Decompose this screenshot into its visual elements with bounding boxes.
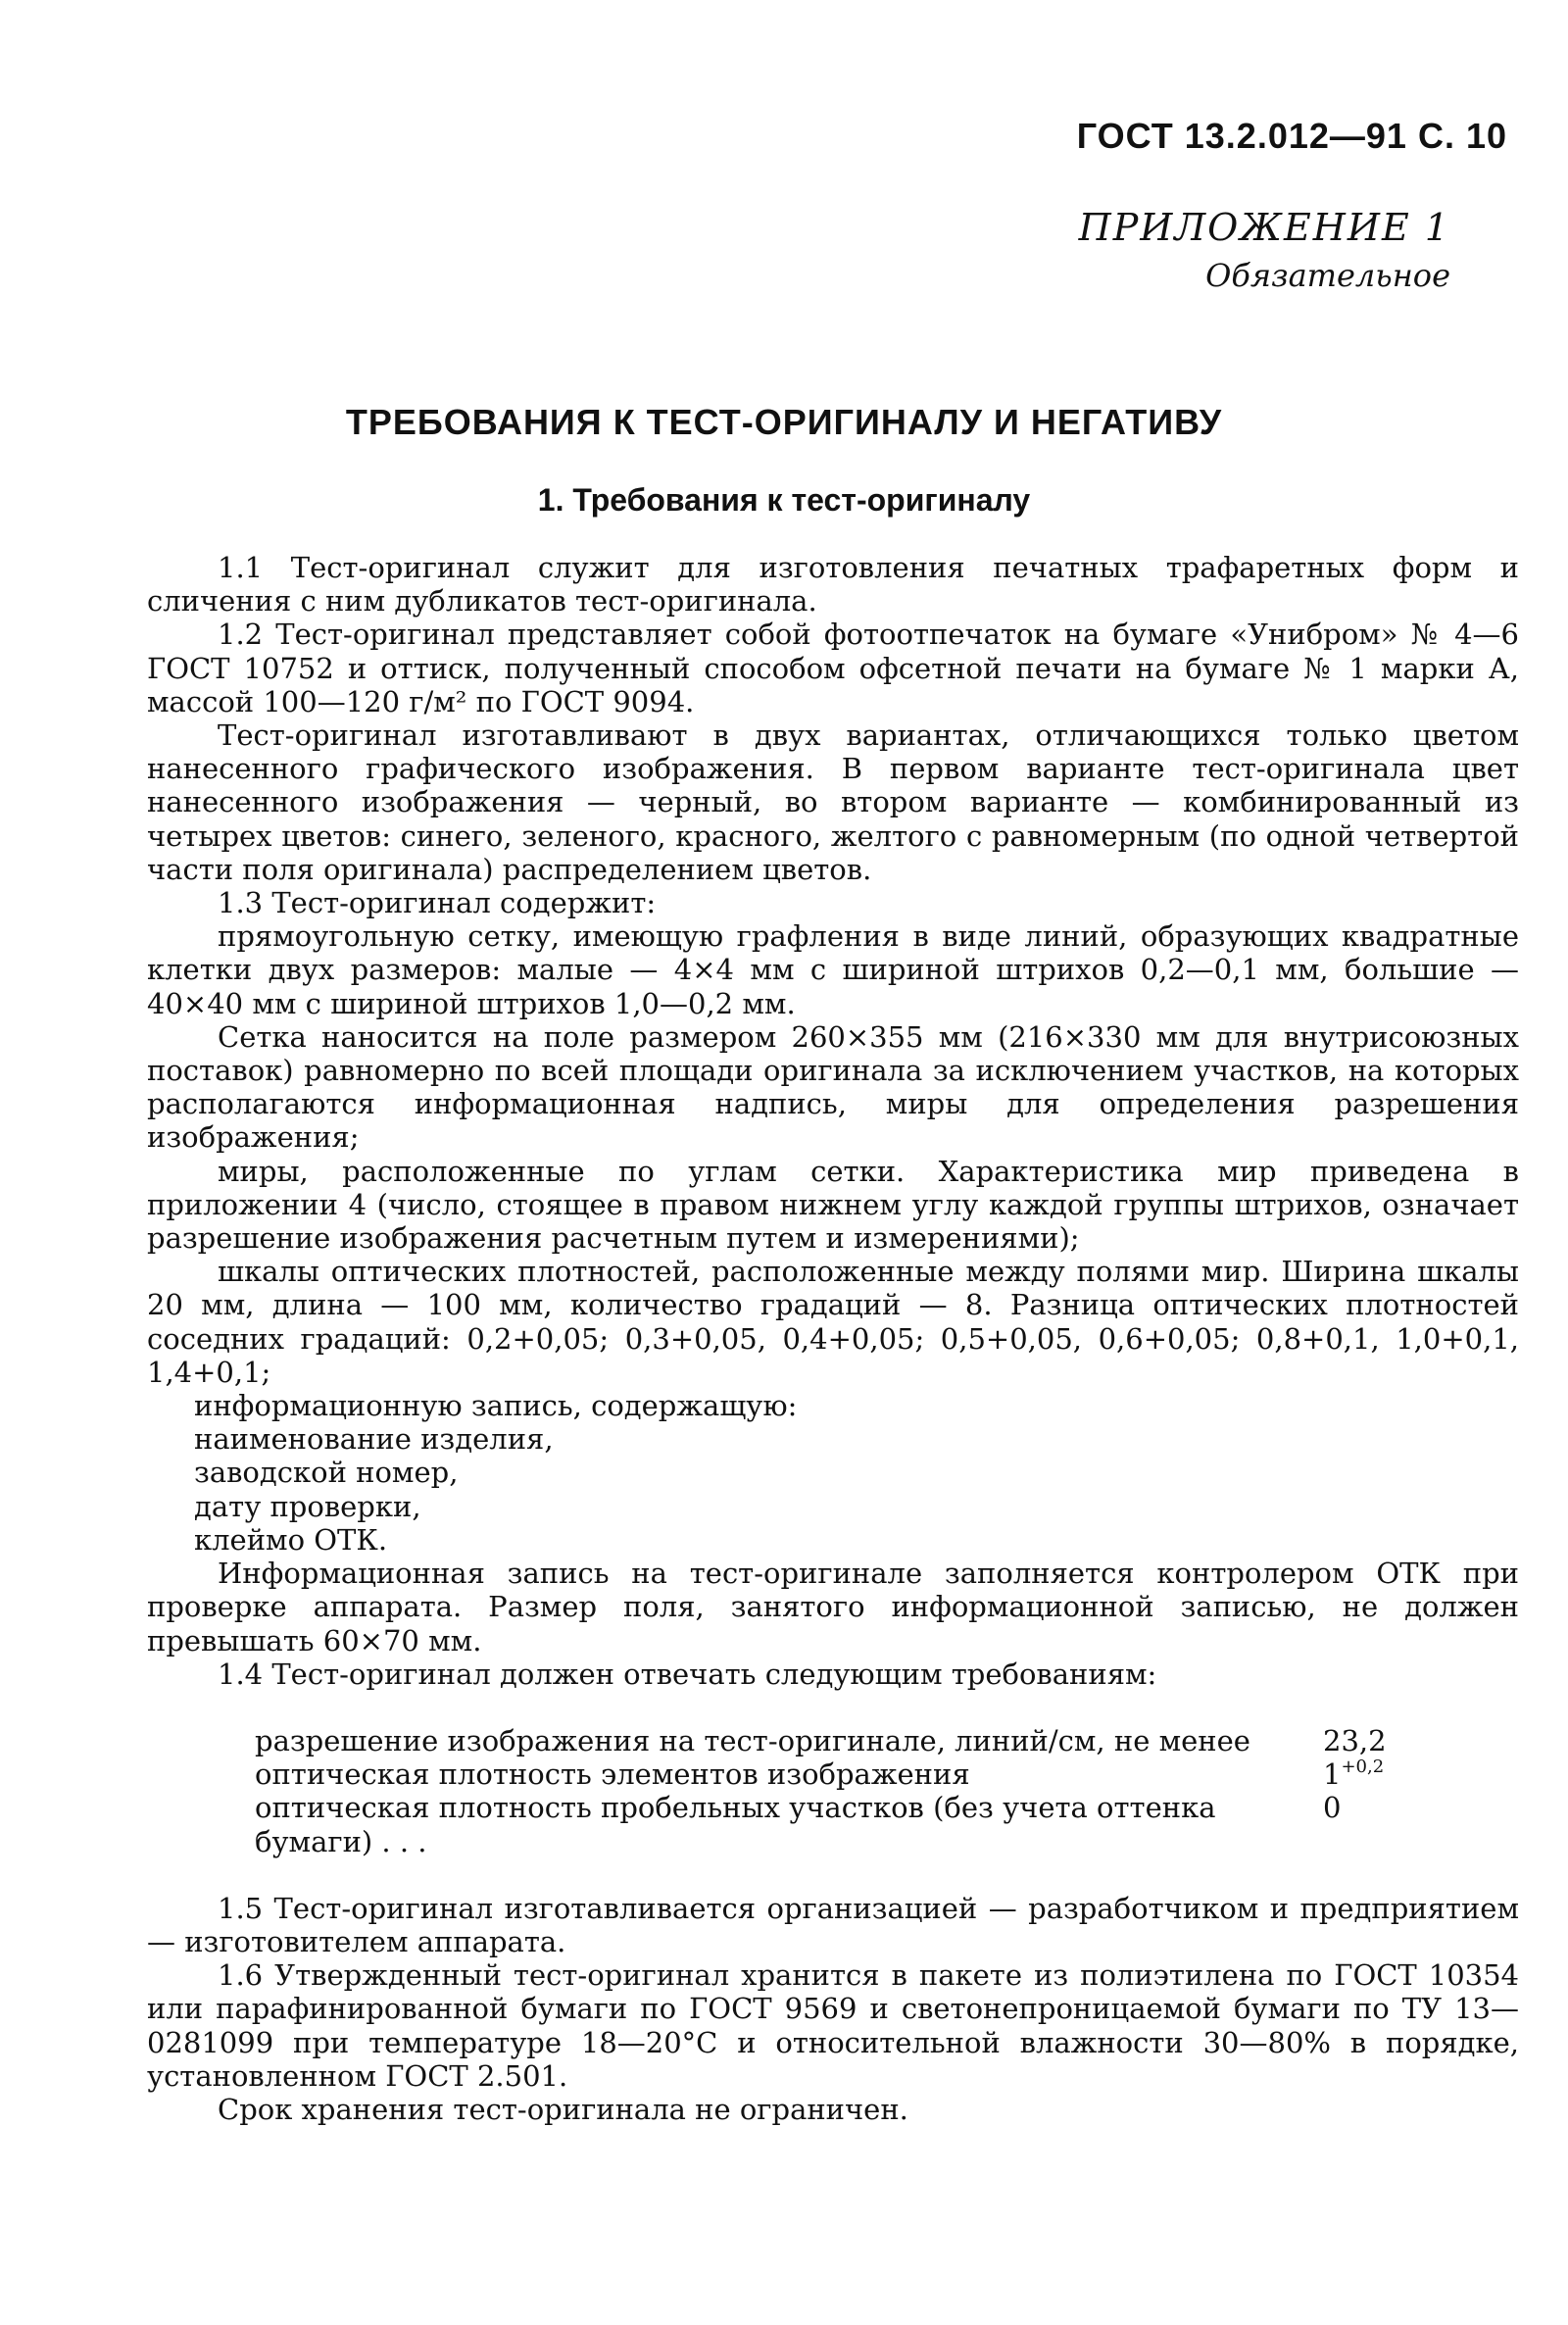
document-title: ТРЕБОВАНИЯ К ТЕСТ-ОРИГИНАЛУ И НЕГАТИВУ <box>345 402 1223 442</box>
paragraph-mires: миры, расположенные по углам сетки. Характеристика мир приведена в приложении 4 (число, стоящее в правом нижнем углу каждой группы штрихов, означает разрешение изображения расчетным путем и измерениями); <box>147 1154 1519 1256</box>
list-item: наименование изделия, <box>194 1422 554 1457</box>
page-header: ГОСТ 13.2.012—91 С. 10 <box>1076 116 1507 156</box>
appendix-label: ПРИЛОЖЕНИЕ 1 <box>1078 206 1450 249</box>
paragraph-1-4: 1.4 Тест-оригинал должен отвечать следующим требованиям: <box>218 1657 1157 1691</box>
requirement-label: разрешение изображения на тест-оригинале, линий/см, не менее <box>255 1723 1250 1757</box>
spacer <box>147 1691 1519 1724</box>
paragraph-variants: Тест-оригинал изготавливают в двух вариантах, отличающихся только цветом нанесенного графического изображения. В первом варианте тест-оригинала цвет нанесенного изображения — черный, во втором варианте — комбинированный из четырех цветов: синего, зеленого, красного, желтого с равномерным (по одной четвертой части поля оригинала) распределением цветов. <box>147 718 1519 886</box>
paragraph-storage-term: Срок хранения тест-оригинала не ограничен. <box>218 2092 908 2126</box>
requirement-value: 0 <box>1323 1791 1342 1825</box>
list-item: информационную запись, содержащую: <box>194 1389 798 1423</box>
appendix-status: Обязательное <box>1205 257 1450 294</box>
requirement-label: оптическая плотность элементов изображения <box>255 1757 970 1792</box>
requirements-table <box>255 1724 1519 1858</box>
paragraph-info-record: Информационная запись на тест-оригинале заполняется контролером ОТК при проверке аппарата. Размер поля, занятого информационной записью, не должен превышать 60×70 мм. <box>147 1557 1519 1657</box>
requirement-value: $1^{+0,2}$ <box>1323 1756 1385 1792</box>
body-text <box>147 551 1519 2126</box>
list-item: дату проверки, <box>194 1489 421 1523</box>
section-title: 1. Требования к тест-оригиналу <box>537 482 1031 518</box>
requirement-label: оптическая плотность пробельных участков (без учета оттенка бумаги) . . . <box>255 1791 1216 1858</box>
paragraph-1-2: 1.2 Тест-оригинал представляет собой фотоотпечаток на бумаге «Унибром» № 4—6 ГОСТ 10752 и оттиск, полученный способом офсетной печати на бумаге № 1 марки А, массой 100—120 г/м² по ГОСТ 9094. <box>147 618 1519 718</box>
requirement-value: 23,2 <box>1323 1723 1387 1757</box>
tolerance-superscript: +0,2 <box>1341 1756 1385 1778</box>
paragraph-1-3: 1.3 Тест-оригинал содержит: <box>218 886 657 920</box>
paragraph-1-6: 1.6 Утвержденный тест-оригинал хранится в пакете из полиэтилена по ГОСТ 10354 или парафинированной бумаги по ГОСТ 9569 и светонепроницаемой бумаги по ТУ 13—0281099 при температуре 18—20°С и относительной влажности 30—80% в порядке, установленном ГОСТ 2.501. <box>147 1958 1519 2093</box>
list-item: заводской номер, <box>194 1456 459 1490</box>
list-item: клеймо ОТК. <box>194 1522 388 1557</box>
paragraph-grid: прямоугольную сетку, имеющую графления в виде линий, образующих квадратные клетки двух размеров: малые — 4×4 мм с шириной штрихов 0,2—0,1 мм, большие — 40×40 мм с шириной штрихов 1,0—0,2 мм. <box>147 919 1519 1020</box>
spacer <box>147 1858 1519 1892</box>
paragraph-1-1: 1.1 Тест-оригинал служит для изготовления печатных трафаретных форм и сличения с ним дубликатов тест-оригинала. <box>147 551 1519 618</box>
paragraph-grid-field: Сетка наносится на поле размером 260×355 мм (216×330 мм для внутрисоюзных поставок) равномерно по всей площади оригинала за исключением участков, на которых располагаются информационная надпись, миры для определения разрешения изображения; <box>147 1019 1519 1155</box>
paragraph-density-scales: шкалы оптических плотностей, расположенные между полями мир. Ширина шкалы 20 мм, длина — 100 мм, количество градаций — 8. Разница оптических плотностей соседних градаций: 0,2+0,05; 0,3+0,05, 0,4+0,05; 0,5+0,05, 0,6+0,05; 0,8+0,1, 1,0+0,1, 1,4+0,1; <box>147 1255 1519 1389</box>
paragraph-1-5: 1.5 Тест-оригинал изготавливается организацией — разработчиком и предприятием — изготовителем аппарата. <box>147 1891 1519 1958</box>
